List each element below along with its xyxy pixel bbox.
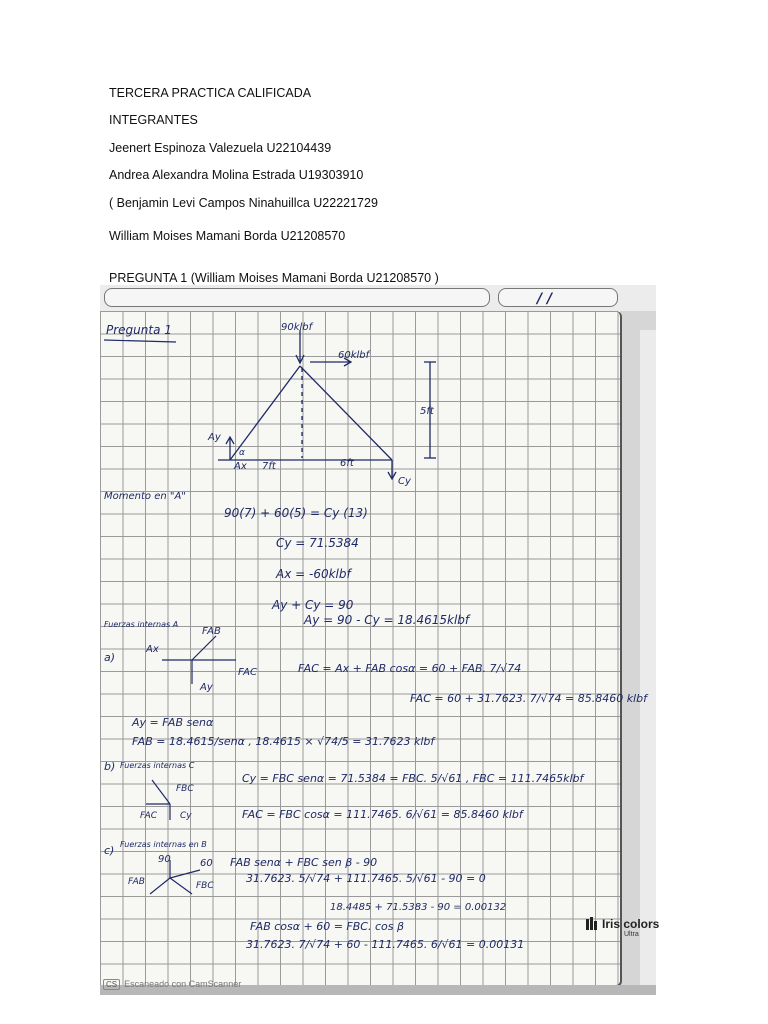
equation-fab: FAB = 18.4615/senα , 18.4615 × √74/5 = 31.7623 klbf xyxy=(132,735,435,748)
question-author: (William Moises Mamani Borda U21208570 ) xyxy=(187,271,439,285)
joint-b-90: 90 xyxy=(158,854,171,865)
joint-b-fbc: FBC xyxy=(196,881,214,891)
brand-logo-mark xyxy=(586,916,600,930)
heading-underline xyxy=(104,340,176,342)
fuerzas-c-heading: Fuerzas internas C xyxy=(120,761,195,770)
alpha-label: α xyxy=(239,448,245,458)
equation-cy-fbc: Cy = FBC senα = 71.5384 = FBC. 5/√61 , FBC = 111.7465klbf xyxy=(242,772,584,785)
equation-fy-result: 18.4485 + 71.5383 - 90 = 0.00132 xyxy=(330,902,507,913)
member-bc xyxy=(300,366,392,460)
document-title: TERCERA PRACTICA CALIFICADA xyxy=(109,86,312,100)
equation-sum-y: Ay + Cy = 90 xyxy=(272,598,354,612)
equation-ax: Ax = -60klbf xyxy=(276,567,351,581)
equation-fy-check: 31.7623. 5/√74 + 111.7465. 5/√61 - 90 = 0 xyxy=(246,872,486,885)
load-60-label: 60klbf xyxy=(338,350,370,361)
left-span-label: 7ft xyxy=(262,461,276,472)
brand-logo: Iris colors xyxy=(602,917,660,931)
fuerzas-b-heading: Fuerzas internas en B xyxy=(120,840,207,849)
load-90-label: 90klbf xyxy=(281,322,313,333)
joint-b-60: 60 xyxy=(200,858,213,869)
member-ab xyxy=(230,366,300,460)
moment-heading: Momento en "A" xyxy=(104,491,186,502)
member-4: William Moises Mamani Borda U21208570 xyxy=(109,229,346,243)
equation-ay: Ay = 90 - Cy = 18.4615klbf xyxy=(304,613,470,627)
joint-c-fbc: FBC xyxy=(176,784,194,794)
equation-moment: 90(7) + 60(5) = Cy (13) xyxy=(224,506,368,520)
scanner-watermark xyxy=(103,979,241,990)
member-2: Andrea Alexandra Molina Estrada U19303910 xyxy=(109,168,364,182)
ay-label: Ay xyxy=(208,432,221,443)
joint-a-ax: Ax xyxy=(146,644,159,655)
joint-a-ay: Ay xyxy=(200,682,213,693)
joint-b-fab: FAB xyxy=(128,877,145,887)
item-b-marker: b) xyxy=(104,760,116,773)
equation-fac-fbc: FAC = FBC cosα = 111.7465. 6/√61 = 85.8460 klbf xyxy=(242,808,523,821)
equation-sum-fy: FAB senα + FBC sen β - 90 xyxy=(230,856,378,869)
right-span-label: 6ft xyxy=(340,458,354,469)
equation-fac-1: FAC = Ax + FAB cosα = 60 + FAB. 7/√74 xyxy=(298,662,522,675)
equation-sum-fx: FAB cosα + 60 = FBC. cos β xyxy=(250,920,404,933)
notes-heading: Pregunta 1 xyxy=(106,323,172,337)
member-3: ( Benjamin Levi Campos Ninahuillca U22221729 xyxy=(109,196,378,210)
joint-c-cy: Cy xyxy=(180,811,192,821)
joint-b-diagram xyxy=(150,860,200,894)
cy-label: Cy xyxy=(398,476,411,487)
joint-c-fac: FAC xyxy=(140,811,158,821)
member-1: Jeenert Espinoza Valezuela U22104439 xyxy=(109,141,332,155)
fuerzas-a-heading: Fuerzas internas A xyxy=(104,620,179,629)
equation-fx-check: 31.7623. 7/√74 + 60 - 111.7465. 6/√61 = 0.00131 xyxy=(246,938,525,951)
truss-diagram xyxy=(218,330,436,479)
integrantes-label: INTEGRANTES xyxy=(109,113,198,127)
scanner-text: Escaneado con CamScanner xyxy=(124,979,242,989)
brand-logo-sub: Ultra xyxy=(624,931,639,938)
question-label: PREGUNTA 1 xyxy=(109,271,188,285)
ax-label: Ax xyxy=(234,461,247,472)
date-marks: / / xyxy=(537,291,553,307)
item-a-marker: a) xyxy=(104,651,116,664)
equation-fac-2: FAC = 60 + 31.7623. 7/√74 = 85.8460 klbf xyxy=(410,692,647,705)
equation-ay-fab: Ay = FAB senα xyxy=(132,716,214,729)
equation-cy: Cy = 71.5384 xyxy=(276,536,359,550)
camscanner-icon: CS xyxy=(103,979,120,990)
height-label: 5ft xyxy=(420,406,434,417)
joint-a-diagram xyxy=(162,636,236,684)
joint-a-fac: FAC xyxy=(238,667,257,678)
item-c-marker: c) xyxy=(104,844,115,857)
joint-a-fab: FAB xyxy=(202,626,221,637)
